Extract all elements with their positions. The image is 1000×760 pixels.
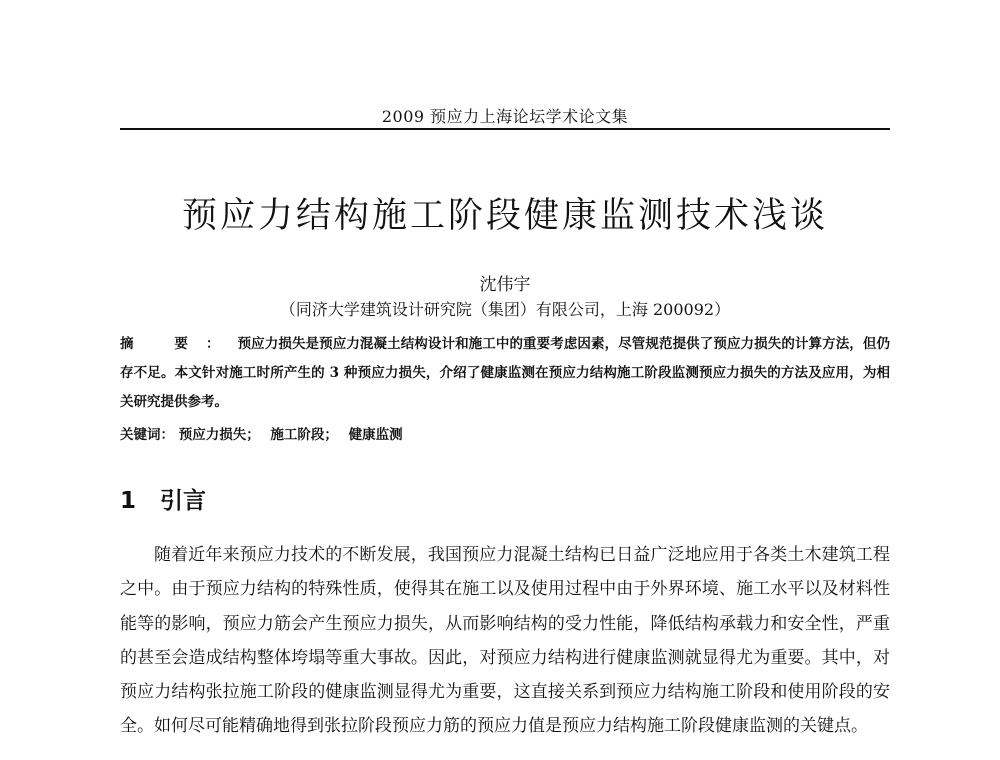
abstract-text: 预应力损失是预应力混凝土结构设计和施工中的重要考虑因素，尽管规范提供了预应力损失的计算方法，但仍存不足。本文针对施工时所产生的 3 种预应力损失，介绍了健康监测在预应力结构施工阶段监测预应力损失的方法及应用，为相关研究提供参考。 (120, 336, 890, 410)
keywords-label: 关键词： (120, 427, 174, 443)
section-title: 引言 (160, 488, 206, 514)
running-header: 2009 预应力上海论坛学术论文集 (381, 107, 629, 126)
abstract-label: 摘 要： (120, 336, 238, 352)
author-affiliation: （同济大学建筑设计研究院（集团）有限公司，上海 200092） (279, 300, 731, 319)
keywords (120, 423, 890, 443)
keyword: 健康监测 (348, 427, 403, 443)
header-rule (120, 128, 890, 130)
section-heading (120, 482, 890, 515)
keyword: 预应力损失； (178, 427, 260, 443)
keyword: 施工阶段； (270, 427, 338, 443)
author-name: 沈伟宇 (479, 275, 531, 295)
abstract (120, 330, 890, 417)
body-paragraph: 随着近年来预应力技术的不断发展，我国预应力混凝土结构已日益广泛地应用于各类土木建筑工程之中。由于预应力结构的特殊性质，使得其在施工以及使用过程中由于外界环境、施工水平以及材料性能等的影响，预应力筋会产生预应力损失，从而影响结构的受力性能，降低结构承载力和安全性，严重的甚至会造成结构整体垮塌等重大事故。因此，对预应力结构进行健康监测就显得尤为重要。其中，对预应力结构张拉施工阶段的健康监测显得尤为重要，这直接关系到预应力结构施工阶段和使用阶段的安全。如何尽可能精确地得到张拉阶段预应力筋的预应力值是预应力结构施工阶段健康监测的关键点。 (120, 545, 890, 737)
paper-title: 预应力结构施工阶段健康监测技术浅谈 (181, 196, 828, 236)
section-number: 1 (120, 488, 137, 514)
